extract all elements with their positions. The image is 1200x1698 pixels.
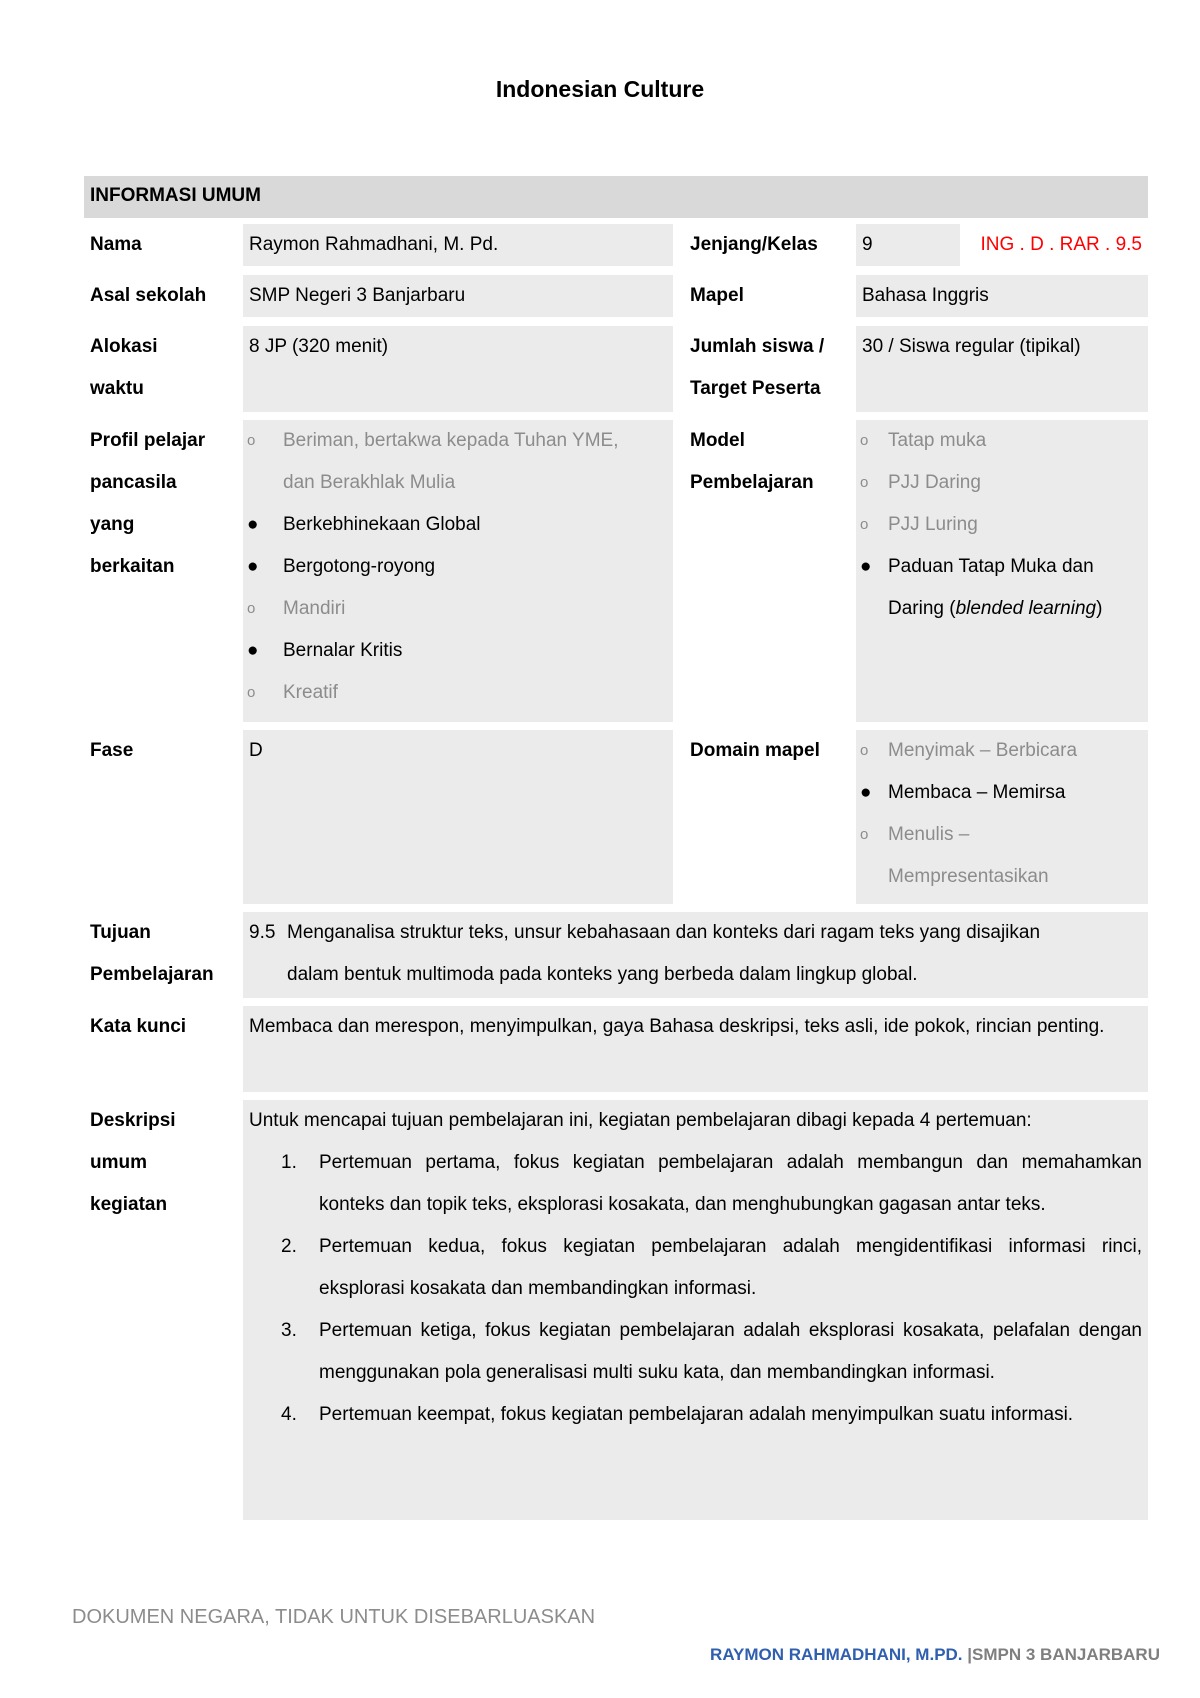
label-tujuan-pembelajaran <box>84 912 242 996</box>
value-alokasi-waktu: 8 JP (320 menit) <box>243 326 673 412</box>
option-text: Mandiri <box>283 598 346 619</box>
label-mapel: Mapel <box>690 285 744 306</box>
selected-bullet-icon: ● <box>247 640 259 661</box>
label-profil-line: pancasila <box>90 472 177 493</box>
option-text: Membaca – Memirsa <box>888 782 1066 803</box>
label-tujuan-line1: Tujuan <box>90 922 151 943</box>
profil-option-kreatif <box>243 672 673 714</box>
domain-option-membaca <box>856 772 1148 814</box>
selected-bullet-icon: ● <box>860 782 872 803</box>
step-number: 2. <box>281 1236 297 1257</box>
option-text: Menulis – <box>888 824 970 845</box>
unselected-marker-icon: o <box>860 474 869 491</box>
option-text: Mempresentasikan <box>888 866 1049 887</box>
option-text: Paduan Tatap Muka dan <box>888 556 1094 577</box>
section-header: INFORMASI UMUM <box>84 176 1148 218</box>
option-text: Tatap muka <box>888 430 987 451</box>
label-model-pembelajaran <box>684 420 854 504</box>
step-number: 3. <box>281 1320 297 1341</box>
profil-option-bergotong-royong <box>243 546 673 588</box>
value-nama: Raymon Rahmadhani, M. Pd. <box>243 224 673 266</box>
label-tujuan-line2: Pembelajaran <box>90 964 214 985</box>
label-deskripsi-line: kegiatan <box>90 1194 168 1215</box>
unselected-marker-icon: o <box>247 684 256 701</box>
unselected-marker-icon: o <box>247 600 256 617</box>
label-fase: Fase <box>90 740 134 761</box>
model-option-paduan-cont <box>856 588 1148 630</box>
option-text: ) <box>1096 598 1103 619</box>
meeting-step-1 <box>281 1142 1142 1226</box>
model-option-tatap-muka <box>856 420 1148 462</box>
option-text: PJJ Luring <box>888 514 978 535</box>
profil-option-beriman <box>243 420 673 462</box>
label-deskripsi-line: Deskripsi <box>90 1110 176 1131</box>
label-model-line2: Pembelajaran <box>690 472 814 493</box>
step-number: 4. <box>281 1404 297 1425</box>
label-profil-pelajar <box>84 420 242 720</box>
footer-confidential-notice: DOKUMEN NEGARA, TIDAK UNTUK DISEBARLUASKAN <box>72 1606 596 1628</box>
label-nama: Nama <box>90 234 142 255</box>
step-text: Pertemuan keempat, fokus kegiatan pembelajaran adalah menyimpulkan suatu informasi. <box>319 1404 1074 1425</box>
value-fase: D <box>243 730 673 904</box>
deskripsi-intro: Untuk mencapai tujuan pembelajaran ini, kegiatan pembelajaran dibagi kepada 4 pertemuan: <box>249 1110 1032 1131</box>
footer-school: |SMPN 3 BANJARBARU <box>962 1645 1160 1664</box>
meeting-step-4 <box>281 1394 1142 1436</box>
document-title: Indonesian Culture <box>495 76 705 102</box>
label-domain-mapel: Domain mapel <box>690 740 820 761</box>
value-asal-sekolah: SMP Negeri 3 Banjarbaru <box>243 275 673 317</box>
step-number: 1. <box>281 1152 297 1173</box>
domain-option-menulis <box>856 814 1148 856</box>
meeting-step-2 <box>281 1226 1142 1310</box>
unselected-marker-icon: o <box>860 432 869 449</box>
label-jenjang: Jenjang/Kelas <box>690 234 818 255</box>
selected-bullet-icon: ● <box>247 556 259 577</box>
profil-option-bernalar-kritis <box>243 630 673 672</box>
unselected-marker-icon: o <box>860 826 869 843</box>
value-jumlah-siswa: 30 / Siswa regular (tipikal) <box>856 326 1148 412</box>
label-asal-sekolah: Asal sekolah <box>90 285 207 306</box>
footer-author-name: RAYMON RAHMADHANI, M.PD. <box>710 1645 963 1664</box>
value-tujuan-pembelajaran <box>243 912 1148 998</box>
option-text: PJJ Daring <box>888 472 981 493</box>
option-text: dan Berakhlak Mulia <box>283 472 456 493</box>
step-text: Pertemuan kedua, fokus kegiatan pembelajaran adalah mengidentifikasi informasi rinci, eksplorasi kosakata dan membandingkan informasi. <box>319 1236 1142 1299</box>
model-option-paduan <box>856 546 1148 588</box>
option-text: Beriman, bertakwa kepada Tuhan YME, <box>283 430 619 451</box>
unselected-marker-icon: o <box>860 516 869 533</box>
domain-options <box>856 730 1148 904</box>
unselected-marker-icon: o <box>860 742 869 759</box>
value-deskripsi-kegiatan <box>243 1100 1148 1520</box>
step-text: Pertemuan ketiga, fokus kegiatan pembelajaran adalah eksplorasi kosakata, pelafalan dengan menggunakan pola generalisasi multi suku kata, dan membandingkan informasi. <box>319 1320 1142 1383</box>
model-option-pjj-luring <box>856 504 1148 546</box>
step-text: Pertemuan pertama, fokus kegiatan pembelajaran adalah membangun dan memahamkan konteks dan topik teks, eksplorasi kosakata, dan menghubungkan gagasan antar teks. <box>319 1152 1142 1215</box>
option-text-italic: blended learning <box>955 598 1097 619</box>
option-text: Kreatif <box>283 682 338 703</box>
tujuan-number: 9.5 <box>249 922 276 943</box>
document-code: ING . D . RAR . 9.5 <box>980 234 1142 255</box>
model-options <box>856 420 1148 722</box>
footer-author <box>710 1645 1160 1665</box>
profil-option-beriman-cont <box>243 462 673 504</box>
domain-option-menulis-cont <box>856 856 1148 898</box>
domain-option-menyimak <box>856 730 1148 772</box>
value-jenjang: 9 <box>856 224 960 266</box>
value-mapel: Bahasa Inggris <box>856 275 1148 317</box>
model-option-pjj-daring <box>856 462 1148 504</box>
meeting-step-3 <box>281 1310 1142 1394</box>
label-profil-line: berkaitan <box>90 556 175 577</box>
label-jumlah-line1: Jumlah siswa / <box>690 336 825 357</box>
option-text: Daring ( <box>888 598 956 619</box>
selected-bullet-icon: ● <box>860 556 872 577</box>
unselected-marker-icon: o <box>247 432 256 449</box>
label-deskripsi-kegiatan <box>84 1100 242 1226</box>
profil-option-mandiri <box>243 588 673 630</box>
label-alokasi-waktu <box>84 326 242 410</box>
selected-bullet-icon: ● <box>247 514 259 535</box>
profil-option-berkebhinekaan <box>243 504 673 546</box>
label-alokasi-line1: Alokasi <box>90 336 158 357</box>
tujuan-text-line2: dalam bentuk multimoda pada konteks yang berbeda dalam lingkup global. <box>287 964 918 985</box>
label-jumlah-line2: Target Peserta <box>690 378 821 399</box>
label-profil-line: Profil pelajar <box>90 430 206 451</box>
profil-options <box>243 420 673 722</box>
label-alokasi-line2: waktu <box>90 378 144 399</box>
option-text: Menyimak – Berbicara <box>888 740 1078 761</box>
option-text: Bergotong-royong <box>283 556 436 577</box>
value-kata-kunci: Membaca dan merespon, menyimpulkan, gaya Bahasa deskripsi, teks asli, ide pokok, rincian penting. <box>243 1006 1148 1092</box>
label-kata-kunci: Kata kunci <box>90 1016 187 1037</box>
label-model-line1: Model <box>690 430 745 451</box>
label-profil-line: yang <box>90 514 135 535</box>
option-text: Bernalar Kritis <box>283 640 403 661</box>
label-jumlah-siswa <box>684 326 854 410</box>
tujuan-text-line1: Menganalisa struktur teks, unsur kebahasaan dan konteks dari ragam teks yang disajikan <box>287 922 1041 943</box>
label-deskripsi-line: umum <box>90 1152 147 1173</box>
option-text: Berkebhinekaan Global <box>283 514 481 535</box>
